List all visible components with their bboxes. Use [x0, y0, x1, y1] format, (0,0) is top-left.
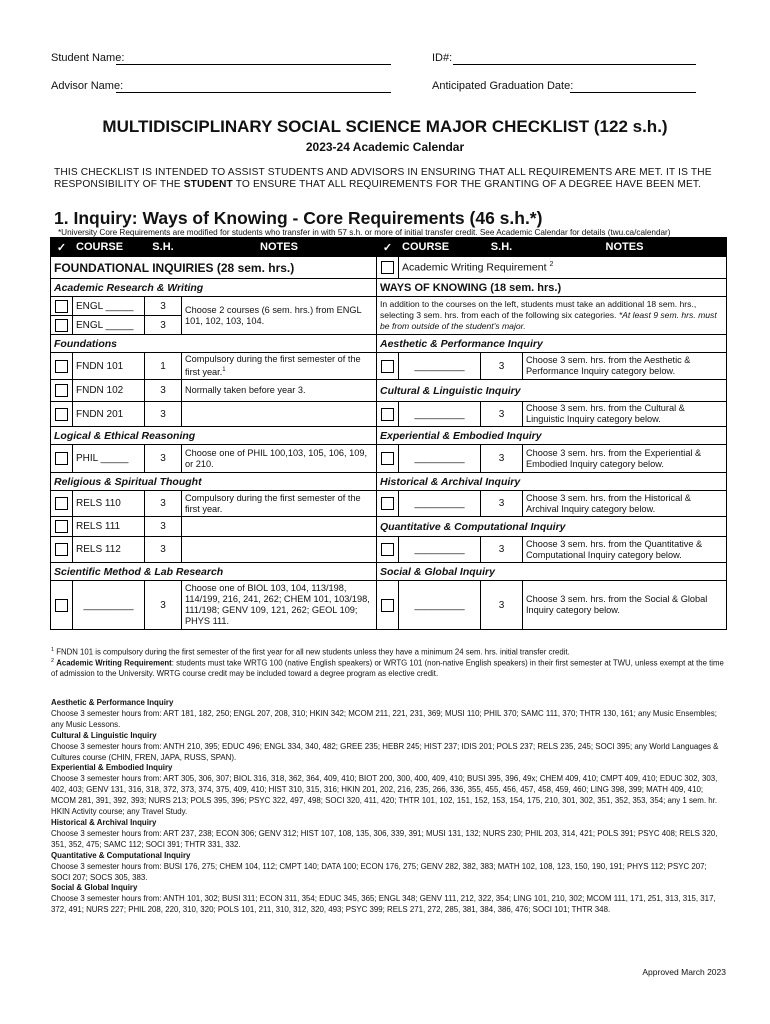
page-title: MULTIDISCIPLINARY SOCIAL SCIENCE MAJOR CHECKLIST (122 s.h.)	[102, 117, 668, 136]
cultural-note: Choose 3 sem. hrs. from the Cultural & Linguistic Inquiry category below.	[523, 402, 727, 427]
category-cultural: Cultural & Linguistic Inquiry	[377, 380, 727, 402]
advisor-name-label: Advisor Name:	[51, 80, 124, 92]
course-cell: ENGL _____	[73, 316, 145, 335]
awr-label: Academic Writing Requirement $^2$	[399, 257, 727, 279]
check-header: ✓	[51, 238, 73, 257]
phil-note: Choose one of PHIL 100,103, 105, 106, 109, or 210.	[182, 445, 377, 473]
category-experiential: Experiential & Embodied Inquiry	[377, 427, 727, 445]
sh-header: S.H.	[481, 238, 523, 257]
engl-2-checkbox[interactable]	[51, 316, 73, 335]
sh-cell: 3	[145, 297, 182, 316]
sh-cell: 3	[481, 537, 523, 563]
course-blank[interactable]: _________	[73, 581, 145, 630]
advisor-name-field[interactable]	[116, 92, 391, 93]
footnote-2: $^2$ Academic Writing Requirement: students must take WRTG 100 (native English speakers) or WRTG 101 (non-native English speakers) in their first semester at TWU, unless exempt at the time of admission to the University. WRTG course credit may be included toward a degree program as elective credit.	[51, 658, 724, 678]
area-aesthetic: Aesthetic & Performance Inquiry Choose 3 semester hours from: ART 181, 182, 250; ENGL 207, 208, 310; HKIN 342; MCOM 211, 221, 231, 369; MUSI 110; PHIL 370; SAMC 111, 370; THTR 130, 161; any Music Ensembles; any Music Lessons.	[51, 698, 717, 729]
foundational-heading: FOUNDATIONAL INQUIRIES (28 sem. hrs.)	[51, 257, 377, 279]
group-scientific: Scientific Method & Lab Research	[51, 563, 377, 581]
rels112-checkbox[interactable]	[51, 537, 73, 563]
phil-checkbox[interactable]	[51, 445, 73, 473]
rels111-checkbox[interactable]	[51, 517, 73, 537]
area-social: Social & Global Inquiry Choose 3 semester hours from: ANTH 101, 302; BUSI 311; ECON 311, 354; EDUC 345, 365; ENGL 348; GENV 111, 212, 322, 354; LING 101, 210, 302; MCOM 111, 171, 251, 313, 315, 317, 372, 491; NURS 227; PHIL 208, 220, 310, 320; POLS 101, 211, 310, 312, 320, 493; PSYC 399; RELS 271, 272, 285, 381, 384, 386, 476; SOCI 101; THTR 348.	[51, 883, 716, 915]
sh-cell: 1	[145, 353, 182, 380]
engl-note: Choose 2 courses (6 sem. hrs.) from ENGL 101, 102, 103, 104.	[182, 297, 377, 335]
student-name-label: Student Name:	[51, 52, 125, 64]
course-header: COURSE	[73, 238, 145, 257]
social-note: Choose 3 sem. hrs. from the Social & Global Inquiry category below.	[523, 581, 727, 630]
fndn102-checkbox[interactable]	[51, 380, 73, 402]
table-header	[51, 238, 727, 257]
sh-cell: 3	[481, 491, 523, 517]
rels110-note: Compulsory during the first semester of the first year.	[182, 491, 377, 517]
experiential-checkbox[interactable]	[377, 445, 399, 473]
sh-cell: 3	[145, 581, 182, 630]
sh-cell: 3	[481, 402, 523, 427]
course-cell: RELS 111	[73, 517, 145, 537]
course-blank[interactable]: _________	[399, 537, 481, 563]
intro-text: THIS CHECKLIST IS INTENDED TO ASSIST STUDENTS AND ADVISORS IN ENSURING THAT ALL REQUIREMENTS ARE MET. IT IS THE RESPONSIBILITY OF THE STUDENT TO ENSURE THAT ALL REQUIREMENTS FOR THE GRANTING OF A DEGREE HAVE BEEN MET.	[54, 167, 712, 190]
course-cell: FNDN 101	[73, 353, 145, 380]
fndn101-checkbox[interactable]	[51, 353, 73, 380]
notes-header: NOTES	[523, 238, 727, 257]
category-historical: Historical & Archival Inquiry	[377, 473, 727, 491]
sh-cell: 3	[145, 445, 182, 473]
area-experiential: Experiential & Embodied Inquiry Choose 3 semester hours from: ART 305, 306, 307; BIOL 316, 318, 362, 364, 409, 410; BIOT 200, 300, 400, 409, 410; BUSI 395, 396, 49x; CHEM 409, 410; CMPT 409, 410; EDUC 302, 303, 402, 403; GENV 131, 316, 318, 372, 373, 374, 375, 409, 410; HIST 310, 315, 316; HKIN 201, 202, 216, 235, 266, 336, 355, 455, 456, 457, 458, 459, 460; LING 398, 399; MATH 409, 410; MCOM 281, 391, 392, 393; NURS 213; POLS 395, 396; PSYC 322, 497, 498; SOCI 320, 411, 420; THTR 101, 102, 151, 152, 153, 154, 175, 210, 301, 302, 351, 352, 353, 354; any 1 sem. hr. HKIN Activity course; any Travel Study.	[51, 763, 718, 817]
notes-header: NOTES	[182, 238, 377, 257]
awr-checkbox[interactable]	[377, 257, 399, 279]
cultural-checkbox[interactable]	[377, 402, 399, 427]
group-religious: Religious & Spiritual Thought	[51, 473, 377, 491]
course-blank[interactable]: _________	[399, 581, 481, 630]
engl-1-checkbox[interactable]	[51, 297, 73, 316]
sh-cell: 3	[145, 517, 182, 537]
check-header: ✓	[377, 238, 399, 257]
sh-cell: 3	[481, 445, 523, 473]
social-checkbox[interactable]	[377, 581, 399, 630]
course-cell: FNDN 102	[73, 380, 145, 402]
rels112-note	[182, 537, 377, 563]
category-quantitative: Quantitative & Computational Inquiry	[377, 517, 727, 537]
ways-heading: WAYS OF KNOWING (18 sem. hrs.)	[377, 279, 727, 297]
page-subtitle: 2023-24 Academic Calendar	[305, 140, 465, 154]
area-quantitative: Quantitative & Computational Inquiry Choose 3 semester hours from: BUSI 176, 275; CHEM 104, 112; CMPT 140; DATA 100; ECON 176, 275; GENV 282, 382, 383; MATH 102, 108, 123, 150, 190, 191; PHYS 112; PSYC 207; SOCI 207; SOCS 305, 383.	[51, 850, 707, 882]
sh-cell: 3	[145, 316, 182, 335]
inquiry-areas	[51, 698, 727, 916]
course-header: COURSE	[399, 238, 481, 257]
sh-cell: 3	[145, 537, 182, 563]
sh-cell: 3	[145, 402, 182, 427]
category-social: Social & Global Inquiry	[377, 563, 727, 581]
student-name-field[interactable]	[116, 64, 391, 65]
graduation-date-label: Anticipated Graduation Date:	[432, 80, 574, 92]
fndn201-note	[182, 402, 377, 427]
area-cultural: Cultural & Linguistic Inquiry Choose 3 semester hours from: ANTH 210, 395; EDUC 496; ENGL 334, 340, 482; GREE 235; HEBR 245; HIST 237; IDIS 201; POLS 237; RELS 235, 245; SOCI 395; any World Languages & Cultures course (CHIN, FREN, JAPA, RUSS, SPAN).	[51, 730, 719, 762]
rels110-checkbox[interactable]	[51, 491, 73, 517]
sh-cell: 3	[481, 353, 523, 380]
category-aesthetic: Aesthetic & Performance Inquiry	[377, 335, 727, 353]
aesthetic-checkbox[interactable]	[377, 353, 399, 380]
sh-cell: 3	[145, 380, 182, 402]
rels111-note	[182, 517, 377, 537]
course-blank[interactable]: _________	[399, 445, 481, 473]
approved-date: Approved March 2023	[642, 967, 726, 977]
historical-note: Choose 3 sem. hrs. from the Historical & Archival Inquiry category below.	[523, 491, 727, 517]
experiential-note: Choose 3 sem. hrs. from the Experiential & Embodied Inquiry category below.	[523, 445, 727, 473]
course-cell: PHIL _____	[73, 445, 145, 473]
course-cell: FNDN 201	[73, 402, 145, 427]
course-cell: ENGL _____	[73, 297, 145, 316]
section-note: *University Core Requirements are modified for students who transfer in with 57 s.h. or more of initial transfer credit. See Academic Calendar for details (twu.ca/calendar)	[58, 228, 671, 237]
course-cell: RELS 110	[73, 491, 145, 517]
sh-cell: 3	[481, 581, 523, 630]
science-checkbox[interactable]	[51, 581, 73, 630]
group-academic-research: Academic Research & Writing	[51, 279, 377, 297]
fndn201-checkbox[interactable]	[51, 402, 73, 427]
ways-note: In addition to the courses on the left, students must take an additional 18 sem. hrs., selecting 3 sem. hrs. from each of the following six categories. *At least 9 sem. hrs. must be from outside of the student's major.	[377, 297, 727, 335]
course-blank[interactable]: _________	[399, 491, 481, 517]
historical-checkbox[interactable]	[377, 491, 399, 517]
quantitative-note: Choose 3 sem. hrs. from the Quantitative & Computational Inquiry category below.	[523, 537, 727, 563]
aesthetic-note: Choose 3 sem. hrs. from the Aesthetic & Performance Inquiry category below.	[523, 353, 727, 380]
fndn102-note: Normally taken before year 3.	[182, 380, 377, 402]
course-blank[interactable]: _________	[399, 353, 481, 380]
group-logical: Logical & Ethical Reasoning	[51, 427, 377, 445]
area-historical: Historical & Archival Inquiry Choose 3 semester hours from: ART 237, 238; ECON 306; GENV 312; HIST 107, 108, 135, 306, 339, 391; MUSI 131, 132; NURS 230; PHIL 203, 314, 421; POLS 391; PSYC 408; RELS 320, 351, 352, 475; SAMC 112; SOCI 391; THTR 331, 332.	[51, 817, 718, 849]
id-label: ID#:	[432, 52, 453, 64]
science-note: Choose one of BIOL 103, 104, 113/198, 114/199, 216, 241, 262; CHEM 101, 103/198, 111/198; GENV 109, 121, 262; GEOL 109; PHYS 111.	[182, 581, 377, 630]
group-foundations: Foundations	[51, 335, 377, 353]
graduation-date-field[interactable]	[570, 92, 696, 93]
footnote-1: $^1$ FNDN 101 is compulsory during the first semester of the first year for all new students unless they have a minimum 24 sem. hrs. initial transfer credit.	[51, 647, 570, 657]
sh-header: S.H.	[145, 238, 182, 257]
id-field[interactable]	[453, 64, 696, 65]
course-blank[interactable]: _________	[399, 402, 481, 427]
sh-cell: 3	[145, 491, 182, 517]
quantitative-checkbox[interactable]	[377, 537, 399, 563]
section-title: 1. Inquiry: Ways of Knowing - Core Requirements (46 s.h.*)	[54, 208, 543, 228]
fndn101-note: Compulsory during the first semester of the first year.$^1$	[182, 353, 377, 380]
checklist-table	[50, 237, 727, 630]
course-cell: RELS 112	[73, 537, 145, 563]
